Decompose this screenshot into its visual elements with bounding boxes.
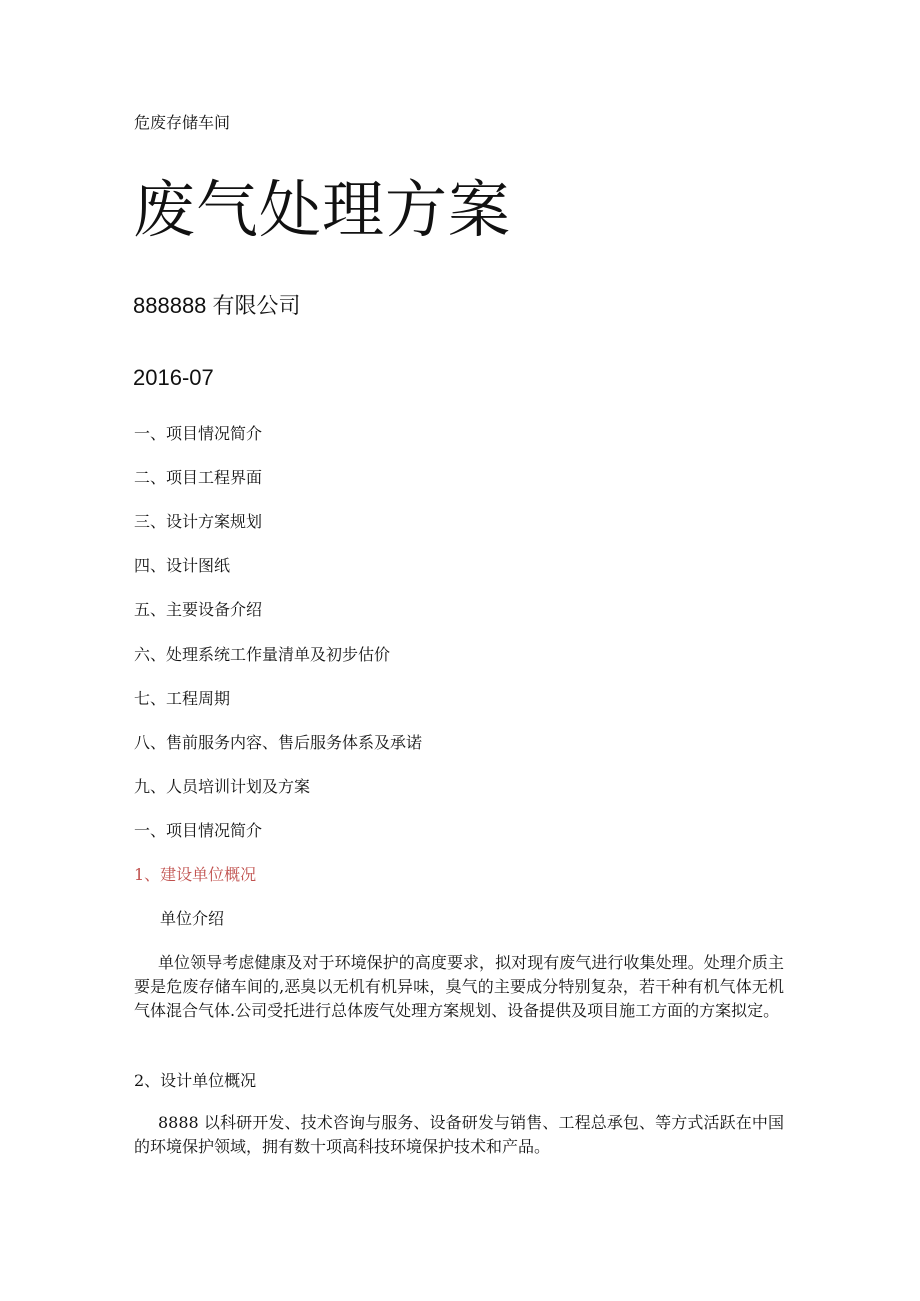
toc-item: 五、主要设备介绍 — [134, 600, 263, 619]
section-heading: 一、项目情况简介 — [134, 821, 263, 840]
subsection-heading-designer: 2、设计单位概况 — [134, 1071, 257, 1090]
toc-item: 二、项目工程界面 — [134, 468, 263, 487]
unit-intro-paragraph: 单位领导考虑健康及对于环境保护的高度要求，拟对现有废气进行收集处理。处理介质主要是危废存储车间的,恶臭以无机有机异味，臭气的主要成分特别复杂，若干种有机气体无机气体混合气体.公司受托进行总体废气处理方案规划、设备提供及项目施工方面的方案拟定。 — [134, 953, 784, 1020]
toc-item: 六、处理系统工作量清单及初步估价 — [134, 645, 391, 664]
toc-item: 三、设计方案规划 — [134, 512, 263, 531]
designer-intro-paragraph: 8888 以科研开发、技术咨询与服务、设备研发与销售、工程总承包、等方式活跃在中国的环境保护领域，拥有数十项高科技环境保护技术和产品。 — [134, 1113, 784, 1156]
company-name: 888888 有限公司 — [133, 293, 301, 318]
document-subtitle: 危废存储车间 — [134, 113, 231, 132]
toc-item: 四、设计图纸 — [134, 556, 231, 575]
toc-item: 八、售前服务内容、售后服务体系及承诺 — [134, 733, 423, 752]
subsection-heading-builder: 1、建设单位概况 — [134, 865, 257, 884]
toc-item: 九、人员培训计划及方案 — [134, 777, 311, 796]
document-title: 废气处理方案 — [133, 173, 512, 246]
toc-item: 一、项目情况简介 — [134, 424, 263, 443]
document-date: 2016-07 — [133, 365, 214, 390]
toc-item: 七、工程周期 — [134, 689, 231, 708]
unit-intro-label: 单位介绍 — [160, 909, 225, 928]
